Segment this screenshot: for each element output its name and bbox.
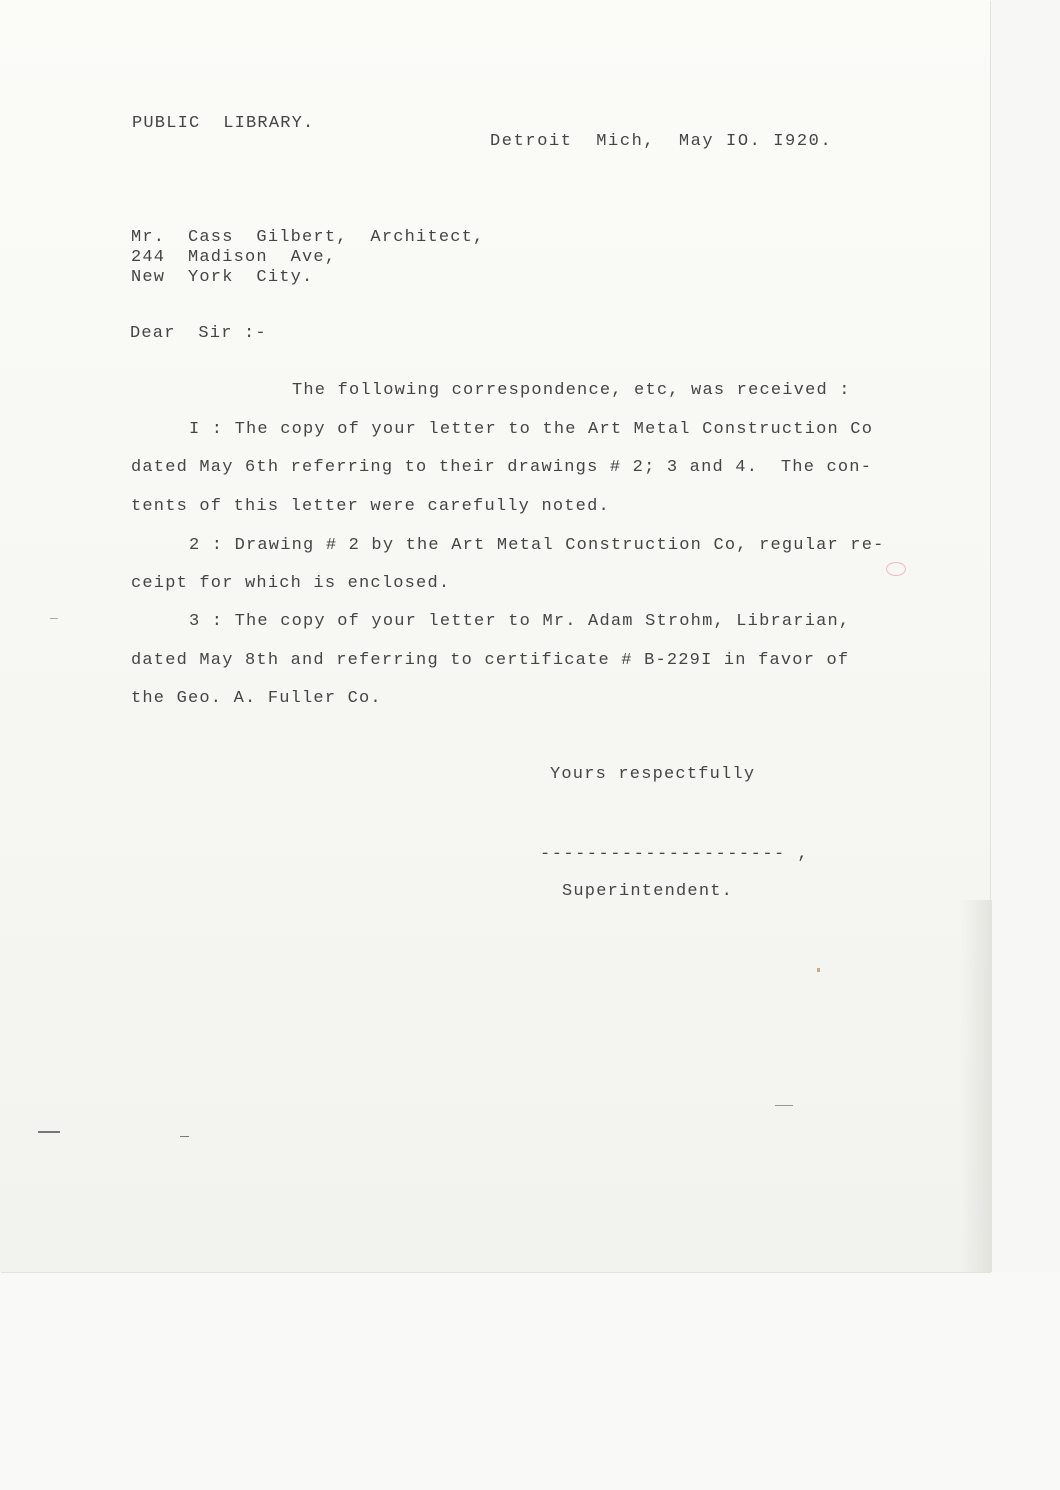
item-1-line-2: dated May 6th referring to their drawings # 2; 3 and 4. The con- (131, 458, 873, 477)
item-1-line-3: tents of this letter were carefully noted. (131, 497, 610, 516)
margin-mark (50, 618, 58, 619)
ink-stain (886, 562, 906, 576)
margin-mark (38, 1131, 60, 1133)
item-3-line-3: the Geo. A. Fuller Co. (131, 689, 382, 708)
closing: Yours respectfully (550, 765, 756, 784)
signature-line: --------------------- , (540, 845, 810, 864)
item-2-line-1: 2 : Drawing # 2 by the Art Metal Construction Co, regular re- (189, 536, 885, 555)
place-and-date: Detroit Mich, May IO. I920. (490, 132, 833, 151)
margin-mark (180, 1136, 189, 1137)
signatory-title: Superintendent. (562, 882, 734, 901)
item-3-line-1: 3 : The copy of your letter to Mr. Adam Strohm, Librarian, (189, 612, 851, 631)
recipient-line-3: New York City. (131, 268, 314, 287)
underlying-page (0, 1272, 1060, 1490)
paper-fold-shadow (960, 900, 992, 1272)
recipient-line-1: Mr. Cass Gilbert, Architect, (131, 228, 485, 247)
body-intro: The following correspondence, etc, was received : (292, 381, 851, 400)
paper-speck (817, 968, 820, 972)
recipient-line-2: 244 Madison Ave, (131, 248, 337, 267)
margin-mark (775, 1105, 793, 1106)
letterhead: PUBLIC LIBRARY. (132, 114, 315, 133)
salutation: Dear Sir :- (130, 324, 267, 343)
item-2-line-2: ceipt for which is enclosed. (131, 574, 451, 593)
item-1-line-1: I : The copy of your letter to the Art Metal Construction Co (189, 420, 874, 439)
item-3-line-2: dated May 8th and referring to certificate # B-229I in favor of (131, 651, 850, 670)
